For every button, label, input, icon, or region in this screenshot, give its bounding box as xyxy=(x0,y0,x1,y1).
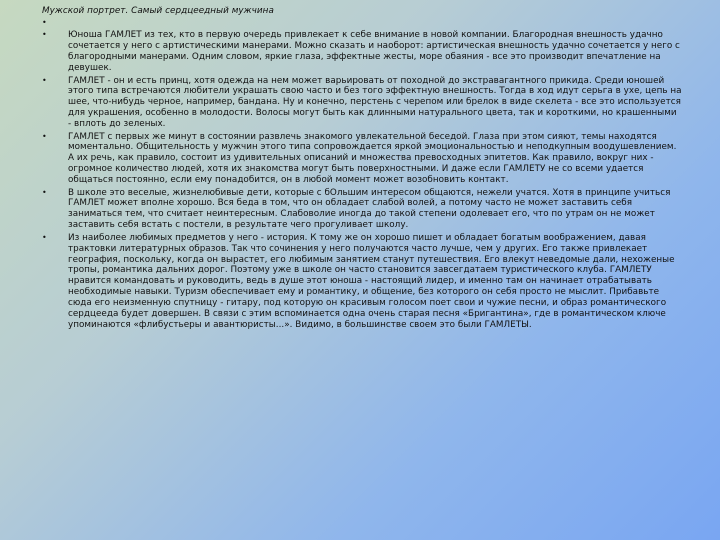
bullet-text: ГАМЛЕТ с первых же минут в состоянии развлечь знакомого увлекательной беседой. Глаза при этом сияют, темы находятся моментально. Общительность у мужчин этого типа сопровождается яркой эмоциональностью и неподкупным воодушевлением. А их речь, как правило, состоит из удивительных описаний и множества превосходных эпитетов. Как правило, вокруг них - огромное количество людей, хотя их знакомства могут быть поверхностными. И даже если ГАМЛЕТУ не со всеми удается общаться постоянно, если ему понадобится, он в любой момент может возобновить контакт. xyxy=(68,131,677,186)
bullet-item-clothing xyxy=(42,76,682,131)
bullet-icon: • xyxy=(42,131,47,141)
bullet-item-empty xyxy=(42,18,682,29)
bullet-icon: • xyxy=(42,187,47,197)
bullet-item-school xyxy=(42,188,682,232)
bullet-icon: • xyxy=(42,75,47,85)
bullet-icon: • xyxy=(42,30,47,40)
bullet-list xyxy=(42,18,682,331)
bullet-item-sociability xyxy=(42,132,682,187)
bullet-icon: • xyxy=(42,232,47,242)
bullet-text: Юноша ГАМЛЕТ из тех, кто в первую очередь привлекает к себе внимание в новой компании. Благородная внешность удачно сочетается у него с артистическими манерами. Можно сказать и наоборот: артистическая внешность удачно сочетается у него с благородными манерами. Одним словом, яркие глаза, эффектные жесты, море обаяния - все это производит впечатление на девушек. xyxy=(68,30,680,74)
bullet-icon: • xyxy=(42,18,47,27)
bullet-text: ГАМЛЕТ - он и есть принц, хотя одежда на нем может варьировать от походной до экстравагантного прикида. Среди юношей этого типа встречаются любители украшать свою часто и без того эффектную внешность. Тогда в ход идут серьга в ухе, цепь на шее, что-нибудь черное, например, бандана. Ну и конечно, перстень с черепом или брелок в виде скелета - все это используется для украшения, особенно в молодости. Волосы могут быть как длинными натурального цвета, так и короткими, но крашенными - вплоть до зеленых. xyxy=(68,75,682,130)
bullet-text: В школе это веселые, жизнелюбивые дети, которые с бОльшим интересом общаются, нежели учатся. Хотя в принципе учиться ГАМЛЕТ может вполне хорошо. Вся беда в том, что он обладает слабой волей, а потому часто не может заставить себя заниматься тем, что считает неинтересным. Слабоволие иногда до такой степени одолевает его, что по утрам он не может заставить себя встать с постели, в результате чего прогуливает школу. xyxy=(68,187,671,231)
bullet-text: Из наиболее любимых предметов у него - история. К тому же он хорошо пишет и обладает богатым воображением, давая трактовки литературных образов. Так что сочинения у него получаются часто лучше, чем у других. Его также привлекает география, поскольку, когда он вырастет, его любимым занятием станут путешествия. Его влекут неведомые дали, нехоженые тропы, романтика дальних дорог. Поэтому уже в школе он часто становится завсегдатаем туристического клуба. ГАМЛЕТУ нравится командовать и руководить, ведь в душе этот юноша - настоящий лидер, и именно там он начинает отрабатывать необходимые навыки. Туризм обеспечивает ему и романтику, и общение, без которого он себя просто не мыслит. Прибавьте сюда его неизменную спутницу - гитару, под которую он красивым голосом поет свои и чужие песни, и образ романтического сердцееда будет довершен. В связи с этим вспоминается одна очень старая песня «Бригантина», где в романтическом ключе упоминаются «флибустьеры и авантюристы...». Видимо, в большинстве своем это были ГАМЛЕТЫ. xyxy=(68,232,675,330)
slide-title: Мужской портрет. Самый сердцеедный мужчина xyxy=(42,6,274,16)
slide-content xyxy=(42,6,682,332)
bullet-item-appearance xyxy=(42,30,682,74)
bullet-item-interests xyxy=(42,233,682,331)
